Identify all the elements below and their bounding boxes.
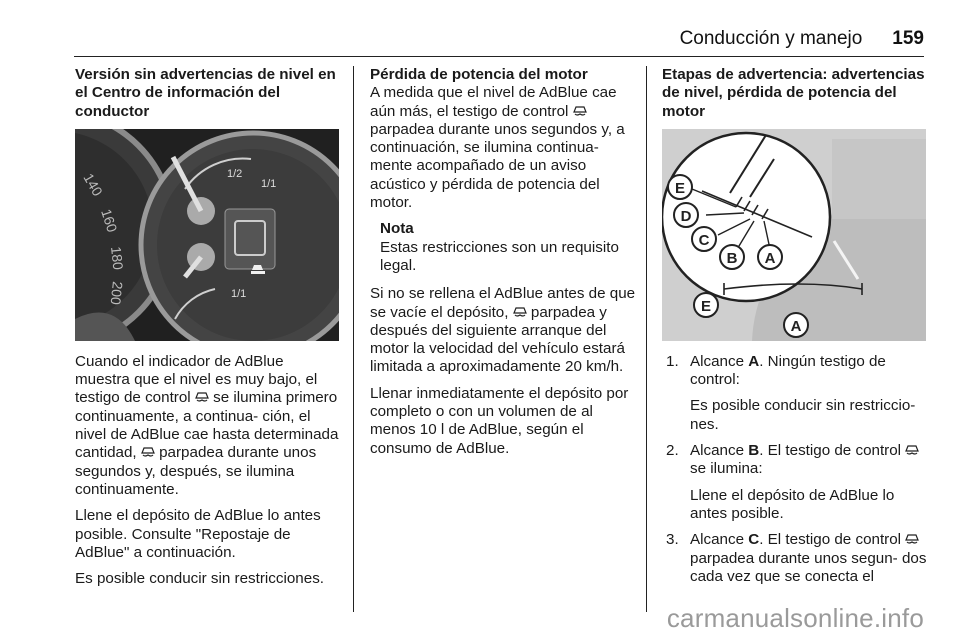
stage-label-a: A bbox=[764, 249, 776, 267]
fuel-full-label: 1/1 bbox=[261, 177, 277, 190]
paragraph-speed-limit: Si no se rellena el AdBlue antes de que se vacíe el depósito, parpadea y después del siguiente arranque del motor la velocidad del vehículo estará limitada a aproximadamente 20 km/h. bbox=[370, 285, 636, 376]
column-divider-2 bbox=[646, 66, 647, 612]
stage-label-b: B bbox=[726, 249, 738, 267]
section-title: Conducción y manejo bbox=[679, 28, 863, 49]
speed-label-140: 140 bbox=[80, 170, 106, 199]
paragraph-power-loss: A medida que el nivel de AdBlue cae aún más, el testigo de control parpadea durante unos segundos y, a continuación, se ilumina continua- mente acompañado de un aviso acústico y pérdida de potencia del motor. bbox=[370, 84, 625, 212]
paragraph-fill-immediately: Llenar inmediatamente el depósito por completo o con un volumen de al menos 10 l de AdBlue, según el consumo de AdBlue. bbox=[370, 384, 629, 457]
adblue-warning-icon bbox=[195, 391, 209, 403]
list-item: 1. Alcance A. Ningún testigo de control: Es posible conducir sin restriccio- nes. bbox=[666, 352, 916, 433]
speed-label-200: 200 bbox=[107, 280, 126, 306]
paragraph-no-restriction: Es posible conducir sin restricciones. bbox=[75, 570, 325, 588]
column-3 bbox=[662, 66, 928, 594]
stage-label-e-scale: E bbox=[700, 297, 712, 315]
column-2 bbox=[370, 66, 636, 466]
list-item: 3. Alcance C. El testigo de control parpadea durante unos segun- dos cada vez que se conecta el bbox=[666, 531, 927, 585]
warning-stages-diagram bbox=[662, 129, 926, 341]
adblue-warning-icon bbox=[905, 444, 919, 456]
section-heading: Pérdida de potencia del motor bbox=[370, 66, 588, 83]
section-heading: Versión sin advertencias de nivel en el Centro de información del conductor bbox=[75, 66, 336, 120]
header-rule bbox=[74, 56, 924, 57]
column-divider-1 bbox=[353, 66, 354, 612]
paragraph-level-warning: Cuando el indicador de AdBlue muestra que el nivel es muy bajo, el testigo de control se ilumina primero continuamente, a continua- ción, el nivel de AdBlue cae hasta determinada cantidad, parpadea durante unos segundos y, después, se ilumina continuamente. bbox=[75, 352, 339, 498]
section-heading: Etapas de advertencia: advertencias de nivel, pérdida de potencia del motor bbox=[662, 66, 925, 120]
note-title: Nota bbox=[380, 220, 414, 238]
adblue-warning-icon bbox=[905, 533, 919, 545]
stage-label-e: E bbox=[674, 179, 686, 197]
speed-label-180: 180 bbox=[108, 245, 127, 271]
list-item: 2. Alcance B. El testigo de control se ilumina: Llene el depósito de AdBlue lo antes posible. bbox=[662, 442, 928, 523]
adblue-warning-icon bbox=[141, 446, 155, 458]
warning-stage-list bbox=[662, 353, 928, 586]
instrument-cluster-photo bbox=[75, 129, 339, 341]
adblue-full-label: 1/1 bbox=[231, 287, 247, 300]
watermark: carmanualsonline.info bbox=[666, 603, 924, 633]
adblue-warning-icon bbox=[513, 306, 527, 318]
stage-label-a-scale: A bbox=[790, 317, 802, 335]
fuel-half-label: 1/2 bbox=[227, 167, 243, 180]
paragraph-refill: Llene el depósito de AdBlue lo antes posible. Consulte "Repostaje de AdBlue" a continuación. bbox=[75, 507, 321, 561]
stage-label-d: D bbox=[680, 207, 692, 225]
column-1 bbox=[75, 66, 341, 596]
adblue-warning-icon bbox=[573, 105, 587, 117]
stage-label-c: C bbox=[698, 231, 710, 249]
running-header bbox=[680, 26, 924, 52]
page-number: 159 bbox=[892, 28, 924, 49]
note-body: Estas restricciones son un requisito legal. bbox=[380, 238, 619, 274]
speed-label-160: 160 bbox=[98, 206, 121, 235]
